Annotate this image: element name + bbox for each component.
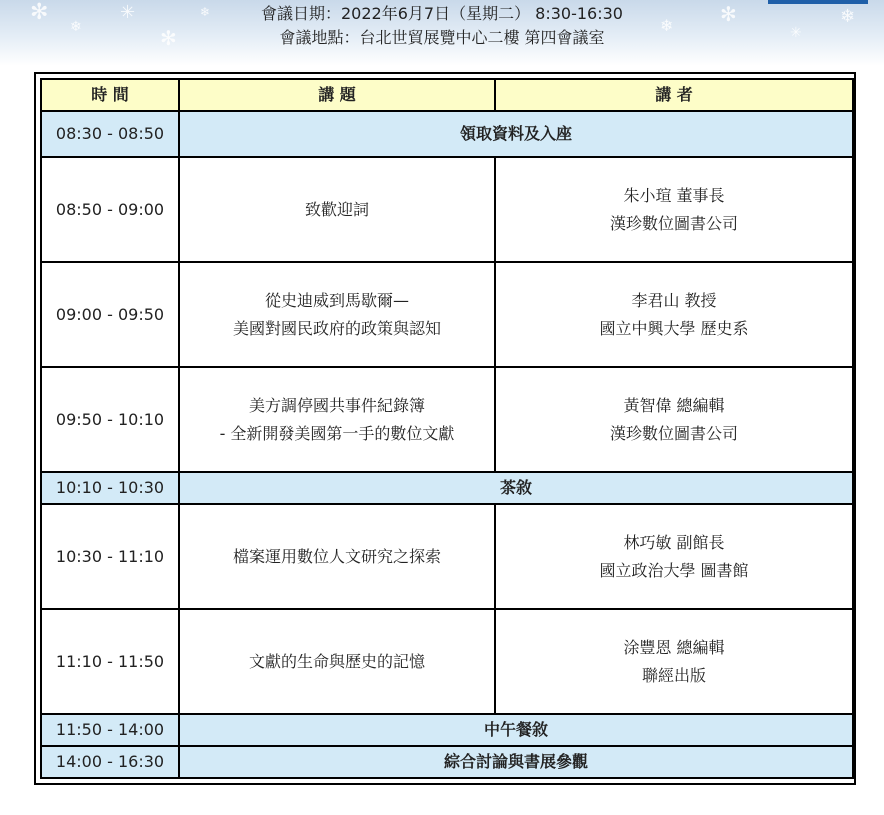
header-topic: 講 題 — [179, 79, 495, 111]
speaker-affiliation: 國立政治大學 圖書館 — [599, 560, 749, 580]
table-header-row — [41, 79, 853, 111]
snowflake-icon: ❄ — [840, 6, 856, 27]
time-cell: 10:30 - 11:10 — [41, 504, 179, 609]
agenda-table — [40, 78, 854, 779]
time-cell: 08:50 - 09:00 — [41, 157, 179, 262]
speaker-affiliation: 國立中興大學 歷史系 — [599, 318, 749, 338]
speaker-cell — [495, 367, 853, 472]
speaker-name: 涂豐恩 總編輯 — [623, 637, 725, 657]
event-cell: 領取資料及入座 — [179, 111, 853, 157]
speaker-name: 林巧敏 副館長 — [623, 532, 725, 552]
topic-line: 從史迪威到馬歇爾— — [264, 290, 409, 310]
topic-line: 文獻的生命與歷史的記憶 — [248, 651, 425, 671]
event-cell: 茶敘 — [179, 472, 853, 504]
time-cell: 10:10 - 10:30 — [41, 472, 179, 504]
snowflake-icon: ❄ — [660, 16, 674, 35]
topic-line: - 全新開發美國第一手的數位文獻 — [219, 423, 455, 443]
speaker-name: 朱小瑄 董事長 — [623, 185, 725, 205]
speaker-cell — [495, 262, 853, 367]
table-row — [41, 111, 853, 157]
speaker-affiliation: 漢珍數位圖書公司 — [609, 213, 738, 233]
table-row — [41, 472, 853, 504]
header-speaker: 講 者 — [495, 79, 853, 111]
topic-cell — [179, 367, 495, 472]
time-cell: 11:50 - 14:00 — [41, 714, 179, 746]
topic-line: 檔案運用數位人文研究之探索 — [232, 546, 441, 566]
topic-cell — [179, 504, 495, 609]
speaker-cell — [495, 157, 853, 262]
snowflake-icon: ❄ — [200, 5, 211, 19]
speaker-cell — [495, 609, 853, 714]
header-time: 時 間 — [41, 79, 179, 111]
table-row — [41, 504, 853, 609]
meeting-place: 會議地點：台北世貿展覽中心二樓 第四會議室 — [279, 28, 605, 47]
snowflake-icon: ✻ — [160, 26, 177, 50]
topic-line: 美方調停國共事件紀錄簿 — [248, 395, 425, 415]
table-row — [41, 367, 853, 472]
time-cell: 14:00 - 16:30 — [41, 746, 179, 778]
speaker-cell — [495, 504, 853, 609]
snowflake-icon: ✻ — [720, 2, 737, 26]
table-row — [41, 262, 853, 367]
table-row — [41, 746, 853, 778]
time-cell: 08:30 - 08:50 — [41, 111, 179, 157]
snowflake-icon: ✻ — [30, 0, 49, 25]
topic-cell — [179, 262, 495, 367]
speaker-affiliation: 聯經出版 — [641, 665, 706, 685]
time-cell: 09:00 - 09:50 — [41, 262, 179, 367]
meeting-date: 會議日期：2022年6月7日（星期二） 8:30-16:30 — [261, 4, 623, 23]
table-row — [41, 609, 853, 714]
topic-cell — [179, 157, 495, 262]
topic-line: 致歡迎詞 — [304, 199, 369, 219]
time-cell: 09:50 - 10:10 — [41, 367, 179, 472]
event-cell: 中午餐敘 — [179, 714, 853, 746]
topic-cell — [179, 609, 495, 714]
snowflake-icon: ✳ — [790, 25, 802, 41]
meeting-info — [0, 2, 884, 50]
snowflake-icon: ❄ — [70, 19, 82, 35]
snowflake-icon: ✳ — [120, 2, 136, 23]
time-cell: 11:10 - 11:50 — [41, 609, 179, 714]
speaker-affiliation: 漢珍數位圖書公司 — [609, 423, 738, 443]
table-row — [41, 714, 853, 746]
speaker-name: 黃智偉 總編輯 — [623, 395, 725, 415]
topic-line: 美國對國民政府的政策與認知 — [232, 318, 441, 338]
speaker-name: 李君山 教授 — [631, 290, 717, 310]
event-cell: 綜合討論與書展參觀 — [179, 746, 853, 778]
table-row — [41, 157, 853, 262]
